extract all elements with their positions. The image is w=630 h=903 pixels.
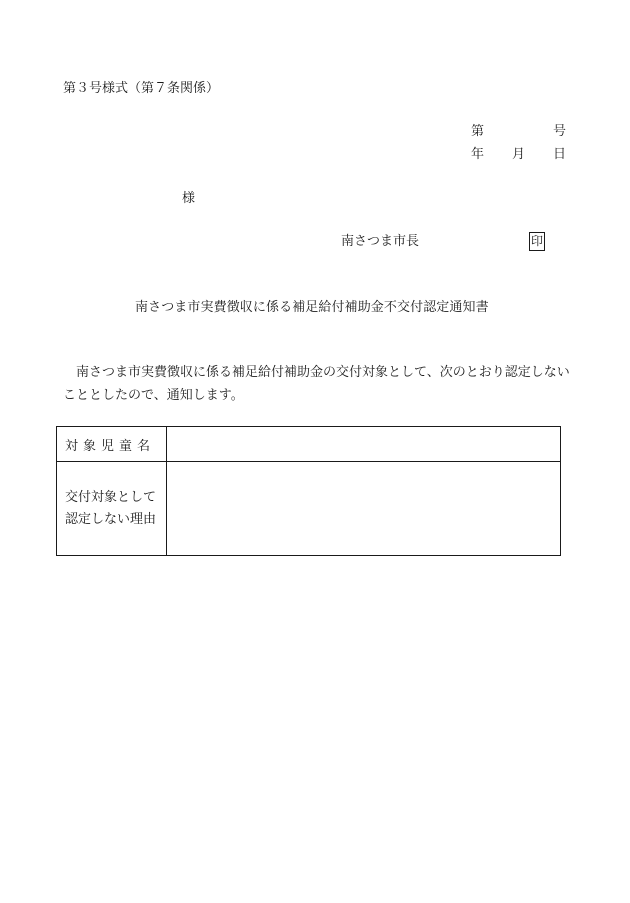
seal-mark: 印 xyxy=(529,232,545,251)
child-name-label: 対象児童名 xyxy=(65,438,156,454)
reason-label-cell xyxy=(57,462,167,556)
child-name-label-cell xyxy=(57,427,167,462)
document-number-prefix: 第 xyxy=(471,124,485,139)
body-text: 南さつま市実費徴収に係る補足給付補助金の交付対象として、次のとおり認定しないこととしたので、通知します。 xyxy=(63,365,570,403)
date-day-label: 日 xyxy=(553,147,567,162)
reason-label-line2: 認定しない理由 xyxy=(65,511,157,527)
issuer-name: 南さつま市長 xyxy=(341,234,420,249)
document-title: 南さつま市実費徴収に係る補足給付補助金不交付認定通知書 xyxy=(135,300,489,315)
date-month-label: 月 xyxy=(512,147,526,162)
form-number: 第３号様式（第７条関係） xyxy=(63,81,220,96)
date-year-label: 年 xyxy=(471,147,485,162)
table-row-reason xyxy=(57,462,561,556)
addressee-honorific: 様 xyxy=(182,191,196,206)
info-table xyxy=(56,426,561,556)
document-number-suffix: 号 xyxy=(553,124,567,139)
reason-value-cell xyxy=(167,462,561,556)
reason-label-line1: 交付対象として xyxy=(65,489,157,505)
child-name-value-cell xyxy=(167,427,561,462)
table-row-child-name xyxy=(57,427,561,462)
